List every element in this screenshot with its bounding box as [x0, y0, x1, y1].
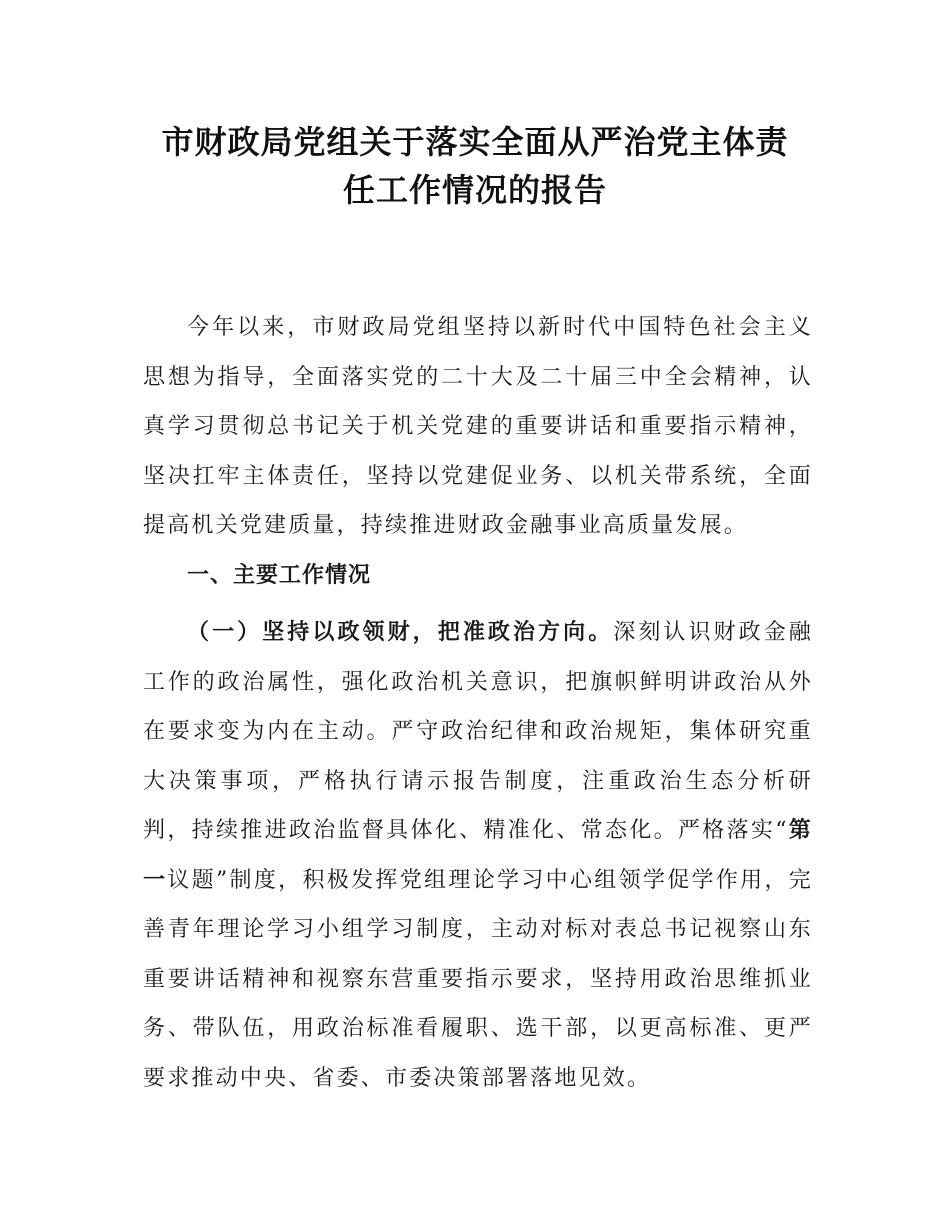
title-line-2: 任工作情况的报告	[342, 171, 607, 209]
section-heading: 一、主要工作情况	[187, 562, 372, 588]
subsection-heading: （一）坚持以政领财，把准政治方向。	[187, 620, 614, 645]
subsection-paragraph	[143, 608, 813, 1103]
inline-bold-text: 第一	[143, 818, 814, 893]
title-line-1: 市财政局党组关于落实全面从严治党主体责	[161, 123, 789, 161]
document-body	[143, 303, 813, 1103]
subsection-text-b: 议题”制度，积极发挥党组理论学习中心组领学促学作用，完善青年理论学习小组学习制度，主动对标对表总书记视察山东重要讲话精神和视察东营重要指示要求，坚持用政治思维抓业务、带队伍，用政治标准看履职、选干部，以更高标准、更严要求推动中央、省委、市委决策部署落地见效。	[143, 867, 814, 1091]
intro-paragraph: 今年以来，市财政局党组坚持以新时代中国特色社会主义思想为指导，全面落实党的二十大及二十届三中全会精神，认真学习贯彻总书记关于机关党建的重要讲话和重要指示精神，坚决扛牢主体责任，坚持以党建促业务、以机关带系统，全面提高机关党建质量，持续推进财政金融事业高质量发展。	[143, 315, 813, 538]
subsection-text-a: 深刻认识财政金融工作的政治属性，强化政治机关意识，把旗帜鲜明讲政治从外在要求变为内在主动。严守政治纪律和政治规矩，集体研究重大决策事项，严格执行请示报告制度，注重政治生态分析研判，持续推进政治监督具体化、精准化、常态化。严格落实“	[143, 620, 813, 843]
document-title	[130, 118, 820, 214]
